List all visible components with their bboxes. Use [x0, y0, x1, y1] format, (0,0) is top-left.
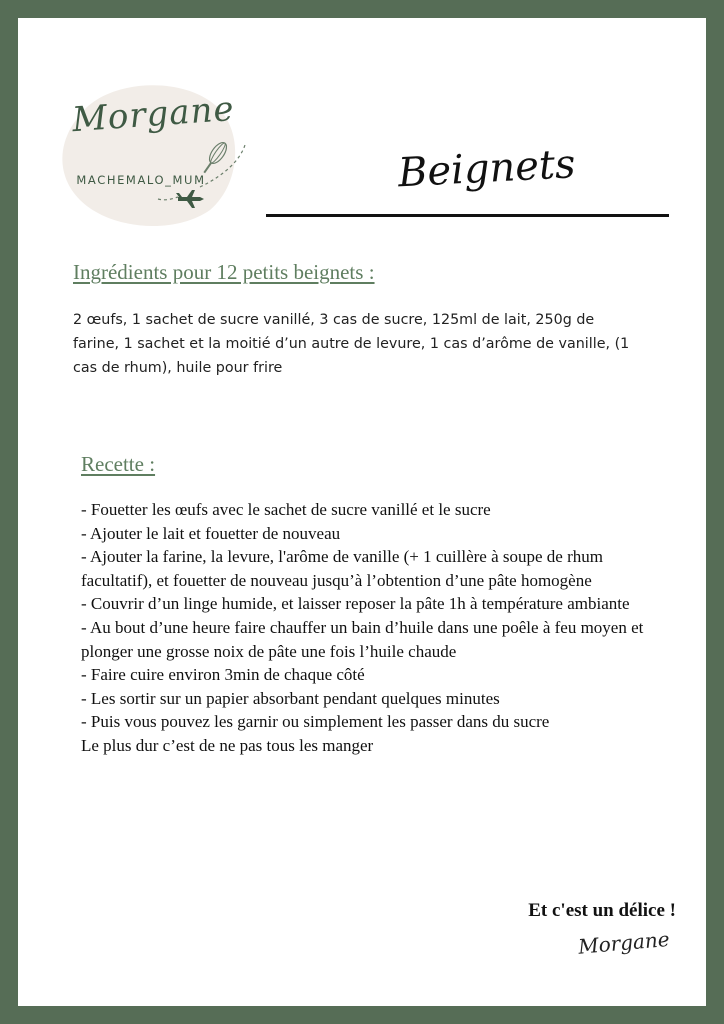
recipe-step: Le plus dur c’est de ne pas tous les manger: [81, 735, 374, 755]
recipe-step: - Couvrir d’un linge humide, et laisser reposer la pâte 1h à température ambiante: [81, 594, 630, 614]
recipe-step: - Au bout d’une heure faire chauffer un bain d’huile dans une poêle à feu moyen et plonger une grosse noix de pâte une fois l’huile chaude: [81, 617, 644, 661]
recipe-step: - Puis vous pouvez les garnir ou simplement les passer dans du sucre: [81, 712, 550, 732]
recipe-step: - Ajouter la farine, la levure, l'arôme de vanille (+ 1 cuillère à soupe de rhum facultatif), et fouetter de nouveau jusqu’à l’obtention d’une pâte homogène: [81, 547, 603, 590]
recipe-step: - Fouetter les œufs avec le sachet de sucre vanillé et le sucre: [81, 500, 491, 519]
recipe-heading: Recette :: [81, 452, 156, 476]
title-underline: [266, 214, 669, 217]
closing-line: Et c'est un délice !: [528, 900, 676, 921]
logo-script-name: Morgane: [70, 88, 236, 141]
logo-handle: MACHEMALO_MUM: [76, 173, 206, 187]
recipe-step: - Faire cuire environ 3min de chaque côté: [81, 665, 365, 685]
recipe-step: - Les sortir sur un papier absorbant pendant quelques minutes: [81, 688, 500, 708]
signature: Morgane: [577, 926, 671, 959]
ingredients-text: 2 œufs, 1 sachet de sucre vanillé, 3 cas de sucre, 125ml de lait, 250g de farine, 1 sachet et la moitié d’un autre de levure, 1 cas d’arôme de vanille, (1 cas de rhum), huile pour frire: [73, 312, 630, 376]
recipe-page: [18, 18, 706, 1006]
ingredients-heading: Ingrédients pour 12 petits beignets :: [73, 260, 375, 284]
recipe-steps: [81, 498, 656, 758]
brand-logo: [50, 75, 260, 235]
page-title: Beignets: [396, 141, 577, 197]
recipe-step: - Ajouter le lait et fouetter de nouveau: [81, 523, 341, 543]
